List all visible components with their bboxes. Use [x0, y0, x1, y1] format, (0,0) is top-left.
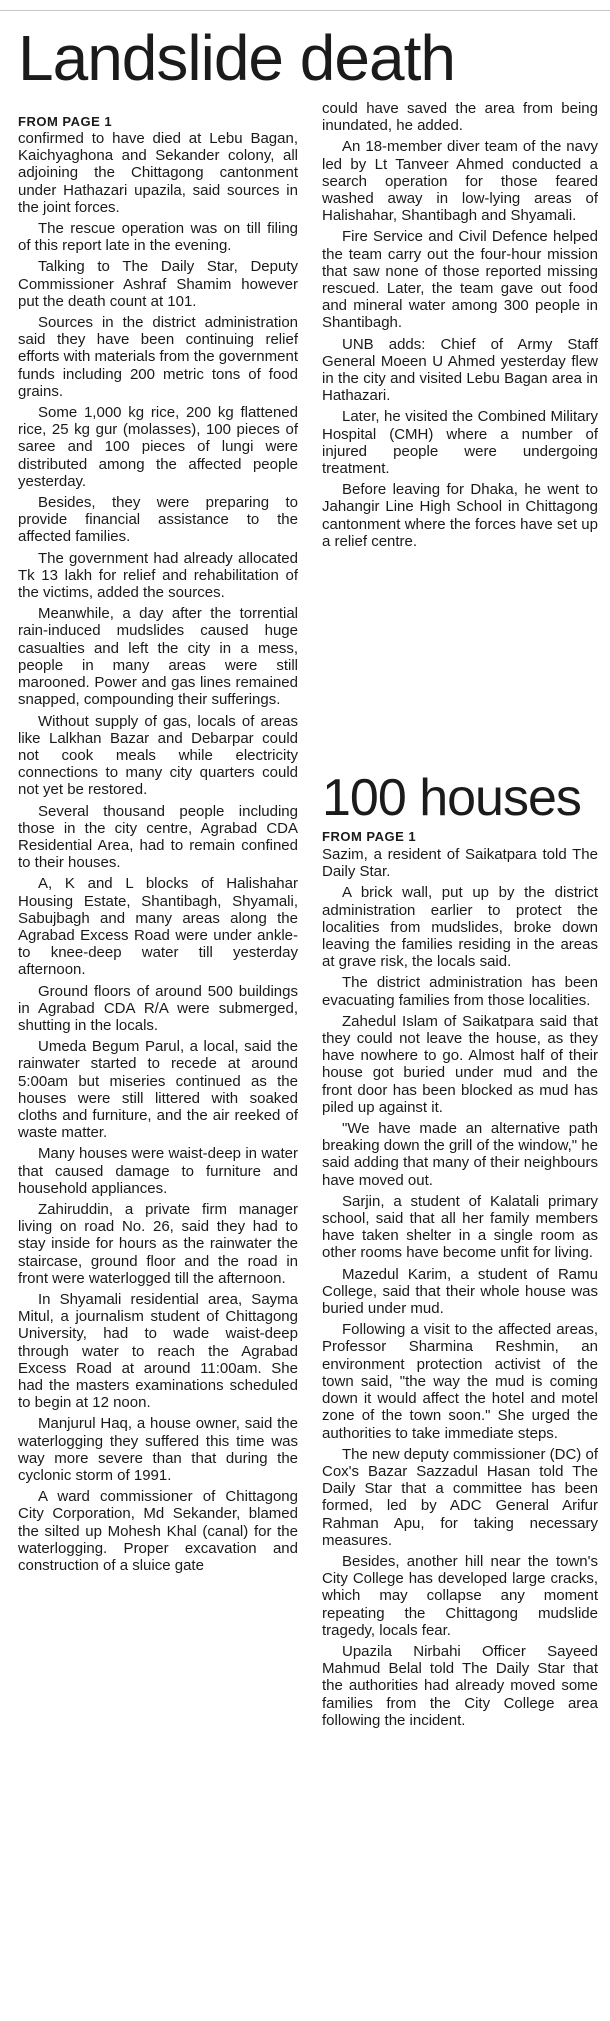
paragraph: Many houses were waist-deep in water that caused damage to furniture and household appliances.: [18, 1145, 298, 1197]
paragraph: Meanwhile, a day after the torrential rain-induced mudslides caused huge casualties and left the city in a mess, people in many areas were still marooned. Power and gas lines remained snapped, compounding their sufferings.: [18, 605, 298, 709]
paragraph: An 18-member diver team of the navy led by Lt Tanveer Ahmed conducted a search operation for those feared washed away in low-lying areas of Halishahar, Shantibagh and Shyamali.: [322, 138, 598, 225]
paragraph: Talking to The Daily Star, Deputy Commissioner Ashraf Shamim however put the death count at 101.: [18, 258, 298, 310]
paragraph: Sazim, a resident of Saikatpara told The Daily Star.: [322, 846, 598, 881]
paragraph: The new deputy commissioner (DC) of Cox's Bazar Sazzadul Hasan told The Daily Star that a committee has been formed, led by ADC General Arifur Rahman Apu, for taking necessary measures.: [322, 1445, 598, 1549]
top-rule: [0, 10, 610, 11]
paragraph: Upazila Nirbahi Officer Sayeed Mahmud Belal told The Daily Star that the authorities had already moved some families from the City College area following the incident.: [322, 1642, 598, 1729]
paragraph: The district administration has been evacuating families from those localities.: [322, 974, 598, 1009]
paragraph: Without supply of gas, locals of areas like Lalkhan Bazar and Debarpar could not cook meals while electricity connections to many city quarters could not yet be restored.: [18, 712, 298, 799]
article-column-1: [18, 130, 298, 2010]
paragraph: Sarjin, a student of Kalatali primary school, said that all her family members have taken shelter in a single room as other rooms have become unfit for living.: [322, 1192, 598, 1262]
paragraph: Umeda Begum Parul, a local, said the rainwater started to recede at around 5:00am but miseries continued as the houses were still littered with soaked cloths and furniture, and the air reeked of waste matter.: [18, 1038, 298, 1142]
paragraph: A ward commissioner of Chittagong City Corporation, Md Sekander, blamed the silted up Mohesh Khal (canal) for the waterlogging. Proper excavation and construction of a sluice gate: [18, 1488, 298, 1575]
headline-100-houses: 100 houses: [322, 769, 581, 827]
article-column-2: [322, 100, 598, 660]
paragraph: Following a visit to the affected areas, Professor Sharmina Reshmin, an environment protection activist of the town said, "the way the mud is coming down it would affect the hotel and motel zone of the town soon." She urged the authorities to take immediate steps.: [322, 1321, 598, 1442]
paragraph: The government had already allocated Tk 13 lakh for relief and rehabilitation of the victims, added the sources.: [18, 549, 298, 602]
paragraph: Later, he visited the Combined Military Hospital (CMH) where a number of injured people were undergoing treatment.: [322, 408, 598, 478]
paragraph: Sources in the district administration said they have been continuing relief efforts with materials from the government funds including 200 metric tons of food grains.: [18, 314, 298, 400]
paragraph: Zahiruddin, a private firm manager living on road No. 26, said they had to stay inside for hours as the rainwater the staircase, ground floor and the road in front were waterlogged till the afternoon.: [18, 1200, 298, 1287]
article-column-3: [322, 846, 598, 2011]
paragraph: Mazedul Karim, a student of Ramu College, said that their whole house was buried under mud.: [322, 1265, 598, 1318]
paragraph: A brick wall, put up by the district administration earlier to protect the localities from mudslides, broke down leaving the families residing in the areas at grave risk, the locals said.: [322, 884, 598, 971]
paragraph: Some 1,000 kg rice, 200 kg flattened rice, 25 kg gur (molasses), 100 pieces of saree and 100 pieces of lungi were distributed among the affected people yesterday.: [18, 404, 298, 490]
paragraph: Manjurul Haq, a house owner, said the waterlogging they suffered this time was way more severe than that during the cyclonic storm of 1991.: [18, 1415, 298, 1485]
paragraph: A, K and L blocks of Halishahar Housing Estate, Shantibagh, Shyamali, Sabujbagh and many areas along the Agrabad Excess Road were under ankle- to knee-deep water till yesterday afternoon.: [18, 875, 298, 979]
paragraph: confirmed to have died at Lebu Bagan, Kaichyaghona and Sekander colony, all adjoining the Chittagong cantonment under Hathazari upazila, said sources in the joint forces.: [18, 130, 298, 216]
paragraph: Fire Service and Civil Defence helped the team carry out the four-hour mission that saw none of those reported missing rescued. Later, the team gave out food and mineral water among 300 people in Shantibagh.: [322, 228, 598, 332]
headline-landslide-death: Landslide death: [18, 22, 455, 94]
paragraph: Besides, another hill near the town's City College has developed large cracks, which may collapse any moment repeating the Chittagong mudslide tragedy, locals fear.: [322, 1552, 598, 1639]
jump-label-from-page-1: FROM PAGE 1: [18, 114, 113, 129]
paragraph: "We have made an alternative path breaking down the grill of the window," he said adding that many of their neighbours have moved out.: [322, 1120, 598, 1189]
jump-label-from-page-1: FROM PAGE 1: [322, 829, 417, 844]
paragraph: Besides, they were preparing to provide financial assistance to the affected families.: [18, 494, 298, 546]
paragraph: Before leaving for Dhaka, he went to Jahangir Line High School in Chittagong cantonment where the forces have set up a relief centre.: [322, 481, 598, 550]
paragraph: Several thousand people including those in the city centre, Agrabad CDA Residential Area, had to remain confined to their houses.: [18, 802, 298, 872]
paragraph: In Shyamali residential area, Sayma Mitul, a journalism student of Chittagong University, had to wade waist-deep through water to reach the Agrabad Excess Road at around 11:00am. She had the masters examinations scheduled to begin at 12 noon.: [18, 1291, 298, 1412]
paragraph: Ground floors of around 500 buildings in Agrabad CDA R/A were submerged, shutting in the locals.: [18, 982, 298, 1034]
paragraph: UNB adds: Chief of Army Staff General Moeen U Ahmed yesterday flew in the city and visited Lebu Bagan area in Hathazari.: [322, 335, 598, 405]
paragraph: Zahedul Islam of Saikatpara said that they could not leave the house, as they have nowhere to go. Almost half of their house got buried under mud and the front door has been blocked as mud has piled up against it.: [322, 1012, 598, 1116]
paragraph: could have saved the area from being inundated, he added.: [322, 100, 598, 135]
paragraph: The rescue operation was on till filing of this report late in the evening.: [18, 220, 298, 255]
